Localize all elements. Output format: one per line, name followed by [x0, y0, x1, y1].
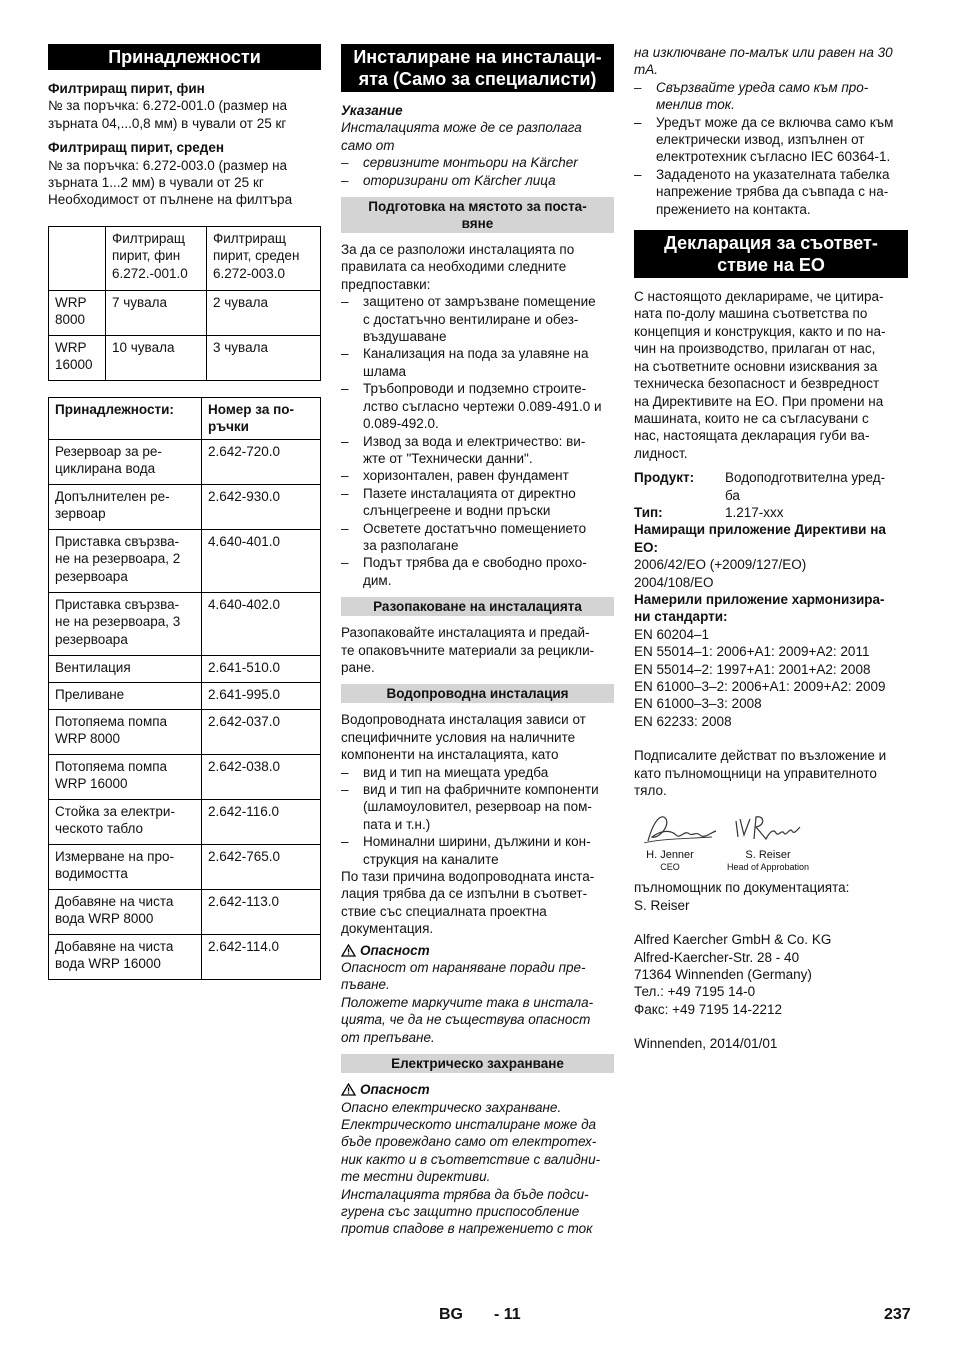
signer-role: Head of Approbation [726, 862, 810, 873]
table-cell-order-number: 2.641-995.0 [202, 682, 321, 709]
text-line: 2004/108/ЕО [634, 574, 714, 590]
list-item [341, 380, 614, 432]
cell-line: ческото табло [55, 821, 144, 837]
list-item [634, 166, 908, 218]
table-cell-order-number: 2.642-038.0 [202, 754, 321, 799]
table-row [49, 934, 321, 979]
power-list [634, 79, 908, 218]
signature-image [640, 809, 720, 849]
signer-role: CEO [660, 862, 680, 873]
text-line: напрежение трябва да съвпада с на- [656, 184, 889, 200]
cell-line: Резервоар за ре- [55, 443, 162, 459]
text-line: – Пазете инсталацията от директно [363, 485, 576, 501]
text-line: Инсталацията трябва да бъде подси- [341, 1186, 589, 1202]
unpacking-text [341, 624, 614, 676]
list-item: – сервизните монтьори на Kärcher [341, 154, 614, 171]
fine-grit-line: № за поръчка: 6.272-001.0 (размер на [48, 98, 288, 114]
table-header-row [49, 226, 321, 290]
cell-line: не на резервоара, 3 [55, 614, 181, 630]
table-cell-medium: 2 чувала [207, 290, 321, 335]
header-accessories: Принадлежности: [49, 397, 202, 439]
text-line: ствие със специалната проектна [341, 903, 547, 919]
text-line: от препъване. [341, 1029, 435, 1045]
text-line: електротехник съгласно IEC 60364-1. [656, 149, 891, 165]
type-row [634, 504, 908, 521]
text-line: на съответните основни изисквания за [634, 358, 878, 374]
text-line: слънцегреене и водни пръски [363, 503, 551, 519]
text-line: предпоставки: [341, 276, 431, 292]
title-line: ЕО: [634, 539, 659, 555]
cell-line: 16000 [55, 357, 93, 373]
title-line: ни стандарти: [634, 609, 728, 625]
text-line: пълномощник по документацията: [634, 880, 850, 896]
cell-line: WRP [55, 339, 87, 355]
text-line: EN 61000–3–2: 2006+A1: 2009+A2: 2009 [634, 679, 886, 694]
table-cell-order-number: 2.642-720.0 [202, 439, 321, 484]
text-line: Опасност от нараняване поради пре- [341, 960, 586, 976]
table-header-row [49, 397, 321, 439]
text-line: – вид и тип на фабричните компоненти [363, 782, 599, 797]
text-line: лидност. [634, 445, 688, 461]
table-cell-accessory [49, 799, 202, 844]
table-cell-accessory [49, 709, 202, 754]
table-cell-accessory [49, 754, 202, 799]
text-line: пата и т.н.) [363, 816, 431, 832]
list-item [341, 764, 614, 781]
table-cell-order-number: 2.642-113.0 [202, 889, 321, 934]
text-line: – хоризонтален, равен фундамент [363, 468, 569, 484]
cell-line: Потопяема помпа [55, 758, 168, 774]
heading-line: ята (Само за специалисти) [358, 69, 597, 89]
danger-text [341, 1099, 614, 1238]
declaration-intro [634, 288, 908, 462]
accessories-heading: Принадлежности [48, 44, 321, 70]
text-line: Alfred Kaercher GmbH & Co. KG [634, 932, 832, 948]
cell-line: Потопяема помпа [55, 713, 168, 729]
note-line: Инсталацията може де се разполага [341, 120, 582, 136]
directives-list [634, 556, 908, 591]
text-line: лация трябва да се изпълни в съответ- [341, 886, 588, 902]
list-item [341, 467, 614, 484]
cell-line: Добавяне на чиста [55, 938, 174, 954]
continued-text [634, 44, 908, 79]
table-cell-order-number: 4.640-401.0 [202, 529, 321, 592]
text-line: въздушаване [363, 329, 447, 345]
text-line: на изключване по-малък или равен на 30 [634, 45, 893, 60]
text-line: S. Reiser [634, 897, 690, 913]
text-line: – Уредът може да се включва само към [656, 114, 894, 130]
filter-fill-table [48, 226, 321, 381]
water-installation-heading: Водопроводна инсталация [341, 684, 614, 703]
footer-page-number: 237 [884, 1306, 911, 1323]
table-cell-order-number: 4.640-402.0 [202, 592, 321, 655]
note-list [341, 154, 614, 189]
text-line: Alfred-Kaercher-Str. 28 - 40 [634, 949, 800, 965]
accessories-table [48, 397, 321, 980]
table-cell-order-number: 2.642-114.0 [202, 934, 321, 979]
cell-line: Приставка свързва- [55, 533, 180, 549]
signers-text [634, 747, 908, 799]
company-address [634, 931, 908, 1018]
text-line: EN 55014–2: 1997+A1: 2001+A2: 2008 [634, 661, 871, 677]
product-label: Продукт: [634, 470, 695, 486]
title-line: Намерили приложение хармонизира- [634, 591, 885, 607]
text-line: По тази причина водопроводната инста- [341, 869, 595, 885]
header-line: 6.272-003.0 [213, 265, 286, 281]
table-row [49, 655, 321, 682]
text-line: документация. [341, 921, 434, 937]
cell-line: Вентилация [55, 659, 131, 675]
signature-reiser [732, 813, 802, 849]
cell-line: резервоара [55, 631, 128, 647]
text-line: прежението на контакта. [656, 201, 811, 217]
text-line: гурена със защитно приспособление [341, 1203, 580, 1219]
preparation-list [341, 293, 614, 589]
directives-title [634, 521, 908, 556]
cell-line: Преливане [55, 686, 125, 702]
text-line: дим. [363, 572, 392, 588]
text-line: 71364 Winnenden (Germany) [634, 967, 812, 983]
text-line: за разполагане [363, 537, 459, 553]
text-line: жте от "Технически данни". [363, 450, 533, 466]
text-line: на Директивите на ЕО. При промени на [634, 393, 884, 409]
table-cell-model [49, 335, 106, 380]
table-cell-fine: 7 чувала [106, 290, 207, 335]
cell-line: вода WRP 16000 [55, 956, 161, 972]
cell-line: WRP 16000 [55, 776, 128, 792]
table-cell-order-number: 2.642-765.0 [202, 844, 321, 889]
table-cell-model [49, 290, 106, 335]
table-row [49, 484, 321, 529]
text-line: EN 61000–3–3: 2008 [634, 696, 762, 712]
text-line: против спадове в напрежението с ток [341, 1221, 593, 1237]
power-supply-heading: Електрическо захранване [341, 1054, 614, 1073]
heading-line: ствие на ЕО [717, 255, 825, 276]
table-row [49, 709, 321, 754]
product-row [634, 469, 908, 504]
note-line: само от [341, 137, 395, 153]
text-line: специфичните условия на наличните [341, 729, 576, 745]
text-line: пъване. [341, 977, 390, 993]
value-line: Водоподготвителна уред- [725, 470, 886, 486]
cell-line: Допълнителен ре- [55, 488, 170, 504]
signer-name: H. Jenner [646, 849, 694, 862]
header-line: 6.272.-001.0 [112, 265, 188, 281]
signature-jenner [640, 809, 720, 849]
table-row [49, 529, 321, 592]
header-line: Филтриращ [213, 230, 287, 246]
cell-line: 8000 [55, 312, 86, 328]
text-line: – Осветете достатъчно помещението [363, 520, 587, 536]
list-item [341, 833, 614, 868]
text-line: шлама [363, 363, 407, 379]
text-line: С настоящото декларираме, че цитира- [634, 289, 884, 305]
filter-fill-note: Необходимост от пълнене на филтъра [48, 192, 293, 208]
signer-name: S. Reiser [745, 849, 791, 862]
heading-line: Подготовка на мястото за поста- [368, 199, 587, 215]
text-line: За да се разположи инсталацията по [341, 242, 575, 258]
unpacking-heading: Разопаковане на инсталацията [341, 597, 614, 616]
list-item [634, 79, 908, 114]
table-row [49, 799, 321, 844]
place-date: Winnenden, 2014/01/01 [634, 1036, 778, 1052]
signatures [634, 809, 908, 871]
cell-line: WRP 8000 [55, 731, 121, 747]
text-line: EN 60204–1 [634, 626, 710, 642]
table-cell-order-number: 2.641-510.0 [202, 655, 321, 682]
list-item: – оторизирани от Kärcher лица [341, 172, 614, 189]
medium-grit-line: № за поръчка: 6.272-003.0 (размер на [48, 157, 288, 173]
table-cell-accessory [49, 484, 202, 529]
danger-note [341, 942, 614, 959]
table-cell-fine: 10 чувала [106, 335, 207, 380]
table-cell-medium: 3 чувала [207, 335, 321, 380]
text-line: концепция и конструкция, както и по на- [634, 323, 886, 339]
text-line: Факс: +49 7195 14-2212 [634, 1001, 783, 1017]
cell-line: Добавяне на чиста [55, 893, 174, 909]
text-line: те опаковъчните материали за рецикли- [341, 642, 595, 658]
text-line: компоненти на инсталацията, като [341, 747, 559, 763]
table-row [49, 335, 321, 380]
header-line: ръчки [208, 419, 249, 435]
text-line: – Канализация на пода за улавяне на [363, 346, 589, 362]
text-line: менлив ток. [656, 97, 735, 113]
preparation-heading [341, 197, 614, 233]
danger-title: Опасност [360, 1082, 430, 1098]
text-line: те местни директиви. [341, 1169, 491, 1185]
signature-image [732, 813, 802, 849]
column-accessories [48, 44, 321, 980]
cell-line: Стойка за електри- [55, 803, 175, 819]
header-line: Филтриращ [112, 230, 186, 246]
text-line: EN 55014–1: 2006+A1: 2009+A2: 2011 [634, 644, 870, 660]
declaration-heading [634, 230, 908, 278]
footer-language: BG [439, 1306, 463, 1323]
table-cell-order-number: 2.642-116.0 [202, 799, 321, 844]
table-row [49, 592, 321, 655]
table-header-medium [207, 226, 321, 290]
type-label: Тип: [634, 504, 663, 520]
text-line: EN 62233: 2008 [634, 713, 732, 729]
heading-line: Декларация за съответ- [664, 233, 878, 254]
text-line: – Тръбопроводи и подземно строите- [363, 381, 587, 397]
cell-line: Измерване на про- [55, 848, 174, 864]
text-line: като пълномощници на управителното [634, 765, 877, 781]
table-cell-accessory [49, 592, 202, 655]
table-row [49, 889, 321, 934]
text-line: ната по-долу машина съответства по [634, 306, 868, 322]
medium-grit-title: Филтриращ пирит, среден [48, 140, 225, 156]
warning-triangle-icon [341, 1083, 356, 1096]
table-cell-order-number: 2.642-037.0 [202, 709, 321, 754]
table-cell-accessory [49, 655, 202, 682]
column-declaration [634, 44, 908, 1053]
header-line: пирит, среден [213, 248, 300, 264]
table-cell-accessory [49, 889, 202, 934]
list-item [341, 781, 614, 833]
text-line: електрически извод, изпълнен от [656, 132, 865, 148]
text-line: Подписалите действат по възложение и [634, 748, 887, 764]
signer-jenner [634, 849, 706, 873]
standards-list [634, 626, 908, 730]
standards-title [634, 591, 908, 626]
text-line: – Извод за вода и електричество: ви- [363, 433, 586, 449]
table-cell-order-number: 2.642-930.0 [202, 484, 321, 529]
text-line: струкция на каналите [363, 851, 499, 867]
value-line: ба [725, 487, 740, 503]
cell-line: WRP [55, 294, 87, 310]
text-line: ране. [341, 659, 375, 675]
text-line: – защитено от замръзване помещение [363, 294, 596, 310]
table-row [49, 844, 321, 889]
cell-line: не на резервоара, 2 [55, 551, 181, 567]
table-cell-accessory [49, 529, 202, 592]
list-item [341, 520, 614, 555]
table-row [49, 290, 321, 335]
table-cell-accessory [49, 844, 202, 889]
text-line: Положете маркучите така в инстала- [341, 994, 594, 1010]
table-row [49, 439, 321, 484]
water-intro [341, 711, 614, 763]
cell-line: водимостта [55, 866, 128, 882]
danger-title: Опасност [360, 942, 430, 958]
water-list [341, 764, 614, 868]
installation-heading [341, 44, 614, 92]
table-header-fine [106, 226, 207, 290]
preparation-intro [341, 241, 614, 293]
text-line: нас, настоящата декларация губи ва- [634, 428, 870, 444]
note-title: Указание [341, 103, 403, 118]
table-cell-accessory [49, 934, 202, 979]
signer-reiser [718, 849, 818, 873]
text-line: 0.089-492.0. [363, 416, 439, 432]
title-line: Намиращи приложение Директиви на [634, 522, 886, 538]
table-row [49, 754, 321, 799]
list-item [341, 433, 614, 468]
text-line: mA. [634, 62, 659, 78]
cell-line: вода WRP 8000 [55, 911, 154, 927]
heading-line: Инсталиране на инсталаци- [353, 47, 602, 67]
documentation-agent [634, 879, 908, 914]
text-line: правилата са необходими следните [341, 259, 567, 275]
text-line: Опасно електрическо захранване. [341, 1099, 562, 1115]
cell-line: резервоара [55, 568, 128, 584]
list-item [341, 293, 614, 345]
header-line: пирит, фин [112, 248, 181, 264]
product-value [725, 469, 885, 504]
danger-text [341, 959, 614, 1046]
text-line: 2006/42/ЕО (+2009/127/ЕО) [634, 557, 807, 573]
header-line: Номер за по- [208, 401, 294, 417]
cell-line: циклирана вода [55, 461, 156, 477]
text-line: Електрическото инсталиране може да [341, 1116, 597, 1132]
column-installation [341, 44, 614, 1238]
list-item [341, 345, 614, 380]
text-line: – Номинални ширини, дължини и кон- [363, 834, 591, 850]
text-line: – вид и тип на миещата уредба [363, 764, 549, 780]
text-line: лство съгласно чертежи 0.089-491.0 и [363, 398, 602, 414]
table-cell-accessory [49, 682, 202, 709]
text-line: машината, които не са съгласувани с [634, 410, 869, 426]
danger-note [341, 1081, 614, 1098]
fine-grit-line: зърната 04,...0,8 мм) в чували от 25 кг [48, 115, 287, 131]
text-line: – Зададеното на указателната табелка [656, 166, 890, 182]
text-line: цията, че да не съществува опасност [341, 1012, 591, 1028]
text-line: (шламоуловител, резервоар на пом- [363, 799, 592, 815]
water-after-text [341, 868, 614, 938]
text-line: – Подът трябва да е свободно прохо- [363, 555, 587, 571]
fine-grit-title: Филтриращ пирит, фин [48, 81, 205, 96]
list-item [341, 554, 614, 589]
text-line: техническа безопасност и безвредност [634, 376, 880, 392]
type-value: 1.217-xxx [725, 504, 784, 520]
table-cell-accessory [49, 439, 202, 484]
text-line: ник както и в съответствие с валидни- [341, 1151, 601, 1167]
list-item [341, 485, 614, 520]
cell-line: зервоар [55, 506, 106, 522]
text-line: чин на производство, прилаган от нас, [634, 341, 876, 357]
table-cell-empty [49, 226, 106, 290]
header-order-number [202, 397, 321, 439]
medium-grit-line: зърната 1...2 мм) в чували от 25 кг [48, 175, 264, 191]
text-line: Тел.: +49 7195 14-0 [634, 984, 756, 1000]
footer-local-page: - 11 [494, 1306, 521, 1323]
text-line: Разопаковайте инсталацията и предай- [341, 625, 590, 641]
text-line: с достатъчно вентилиране и обез- [363, 311, 579, 327]
list-item [634, 114, 908, 166]
text-line: бъде провеждано само от електротех- [341, 1134, 597, 1150]
table-row [49, 682, 321, 709]
heading-line: вяне [461, 216, 494, 232]
accessories-rows [49, 439, 321, 979]
cell-line: Приставка свързва- [55, 596, 180, 612]
text-line: Водопроводната инсталация зависи от [341, 712, 586, 728]
text-line: тяло. [634, 783, 667, 799]
warning-triangle-icon [341, 944, 356, 957]
text-line: – Свързвайте уреда само към про- [656, 79, 869, 95]
